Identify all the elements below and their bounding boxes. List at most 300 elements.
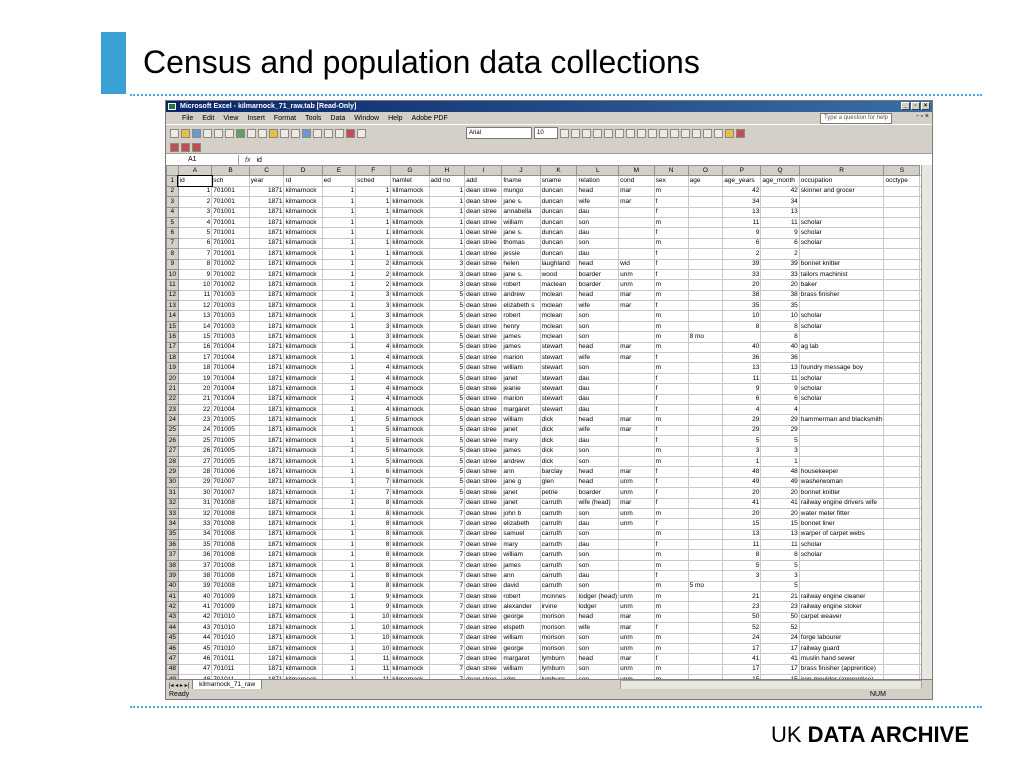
cell[interactable]: m [654,321,688,331]
cell[interactable]: 8 [356,508,391,518]
cell[interactable] [619,217,654,227]
cell[interactable]: 5 [429,404,465,414]
cell[interactable]: 17 [178,353,212,363]
cell[interactable]: 1 [322,519,356,529]
cell[interactable]: 24 [761,633,799,643]
cell[interactable]: 1 [429,186,465,196]
cell[interactable] [799,446,884,456]
cell[interactable]: age_years [723,176,761,186]
cell[interactable]: 1 [322,488,356,498]
cell[interactable]: 701008 [212,529,250,539]
cell[interactable] [619,373,654,383]
cell[interactable]: mclean [540,301,577,311]
cell[interactable] [688,259,723,269]
cell[interactable]: 24 [178,425,212,435]
cell[interactable] [688,290,723,300]
cell[interactable]: laughland [540,259,577,269]
copy-icon[interactable] [258,129,267,138]
cell[interactable]: warper of carpet webs [799,529,884,539]
cell[interactable]: kilmarnock [284,321,322,331]
cell[interactable] [884,342,920,352]
cell[interactable]: mar [619,498,654,508]
cell[interactable] [799,425,884,435]
cell[interactable]: kilmarnock [284,269,322,279]
cell[interactable]: 36 [723,353,761,363]
row-header[interactable]: 24 [167,415,179,425]
menu-file[interactable]: File [182,114,194,122]
cell[interactable] [688,540,723,550]
cell[interactable]: head [577,186,619,196]
cell[interactable]: duncan [540,238,577,248]
column-header[interactable]: K [540,166,577,176]
cell[interactable]: f [654,259,688,269]
cell[interactable]: kilmarnock [284,560,322,570]
cell[interactable]: stewart [540,373,577,383]
font-name-select[interactable]: Arial [466,127,532,139]
cell[interactable]: 10 [356,612,391,622]
cell[interactable]: 1 [178,186,212,196]
cell[interactable]: 7 [429,571,465,581]
cell[interactable]: 701005 [212,436,250,446]
borders-icon[interactable] [714,129,723,138]
cell[interactable]: 7 [429,623,465,633]
cell[interactable]: kilmarnock [284,384,322,394]
cell[interactable]: 701003 [212,321,250,331]
cell[interactable]: henry [502,321,540,331]
cell[interactable]: dean stree [465,436,502,446]
cell[interactable]: 1871 [249,633,284,643]
cell[interactable]: 701008 [212,508,250,518]
pdf-email-icon[interactable] [181,143,190,152]
cell[interactable]: 1 [322,301,356,311]
help-search-input[interactable]: Type a question for help [820,113,892,124]
cell[interactable]: dean stree [465,238,502,248]
cell[interactable]: 1871 [249,654,284,664]
cell[interactable]: carruth [540,498,577,508]
cell[interactable]: marion [502,353,540,363]
cell[interactable]: 1 [356,186,391,196]
cell[interactable] [884,560,920,570]
cell[interactable]: margaret [502,654,540,664]
row-header[interactable]: 16 [167,332,179,342]
cell[interactable]: 1871 [249,259,284,269]
cell[interactable]: 20 [761,508,799,518]
cell[interactable]: 701001 [212,207,250,217]
cell[interactable] [884,498,920,508]
cell[interactable]: wife (head) [577,498,619,508]
cell[interactable]: 701002 [212,269,250,279]
cell[interactable]: mar [619,186,654,196]
cell[interactable]: 3 [429,259,465,269]
cell[interactable]: 42 [723,186,761,196]
cell[interactable]: 1871 [249,643,284,653]
cell[interactable]: 29 [723,425,761,435]
row-header[interactable]: 35 [167,529,179,539]
cell[interactable]: son [577,633,619,643]
cell[interactable]: elizabeth s [502,301,540,311]
cell[interactable]: foundry message boy [799,363,884,373]
cell[interactable]: 32 [178,508,212,518]
cell[interactable]: 27 [178,456,212,466]
cell[interactable]: mar [619,197,654,207]
row-header[interactable]: 18 [167,353,179,363]
cell[interactable]: scholar [799,373,884,383]
cell[interactable]: dean stree [465,384,502,394]
cell[interactable]: kilmarnock [391,540,429,550]
cell[interactable]: washerwoman [799,477,884,487]
cell[interactable]: son [577,664,619,674]
cell[interactable]: 1871 [249,592,284,602]
cell[interactable]: unm [619,508,654,518]
cell[interactable]: 5 [429,415,465,425]
row-header[interactable]: 34 [167,519,179,529]
cell[interactable]: 1 [322,217,356,227]
cell[interactable] [688,508,723,518]
cell[interactable]: m [654,550,688,560]
cell[interactable]: mar [619,415,654,425]
cell[interactable]: dick [540,446,577,456]
cell[interactable]: m [654,363,688,373]
cell[interactable]: kilmarnock [391,571,429,581]
cell[interactable]: 8 mo [688,332,723,342]
cell[interactable]: james [502,446,540,456]
cell[interactable]: 52 [761,623,799,633]
cell[interactable]: 7 [356,488,391,498]
row-header[interactable]: 15 [167,321,179,331]
cell[interactable]: m [654,643,688,653]
cell[interactable] [884,384,920,394]
cell[interactable]: dean stree [465,602,502,612]
cell[interactable]: baker [799,280,884,290]
row-header[interactable]: 46 [167,643,179,653]
cell[interactable]: mungo [502,186,540,196]
cell[interactable]: 1 [322,581,356,591]
cell[interactable]: tailors machinist [799,269,884,279]
cell[interactable]: 1 [322,623,356,633]
cell[interactable] [884,508,920,518]
cell[interactable]: 1871 [249,581,284,591]
cell[interactable]: dau [577,571,619,581]
cell[interactable] [799,332,884,342]
cell[interactable]: 701003 [212,332,250,342]
cell[interactable]: 34 [761,197,799,207]
cell[interactable]: morison [540,623,577,633]
cell[interactable]: 1 [322,311,356,321]
cell[interactable]: 5 [429,456,465,466]
cell[interactable] [688,592,723,602]
cell[interactable]: 1 [322,664,356,674]
cell[interactable]: stewart [540,394,577,404]
cell[interactable]: 13 [723,207,761,217]
cell[interactable]: morison [540,633,577,643]
row-header[interactable]: 11 [167,280,179,290]
cell[interactable]: 12 [178,301,212,311]
cell[interactable] [688,384,723,394]
row-header[interactable]: 48 [167,664,179,674]
cell[interactable]: 23 [723,602,761,612]
cell[interactable]: kilmarnock [391,186,429,196]
cell[interactable]: 15 [723,519,761,529]
cell[interactable]: 5 [429,436,465,446]
cell[interactable]: 11 [356,654,391,664]
cell[interactable]: kilmarnock [284,467,322,477]
cell[interactable]: kilmarnock [284,477,322,487]
cell[interactable]: 1871 [249,404,284,414]
cell[interactable]: 4 [356,353,391,363]
row-header[interactable]: 21 [167,384,179,394]
row-header[interactable]: 9 [167,259,179,269]
cell[interactable]: 8 [761,332,799,342]
cell[interactable]: head [577,467,619,477]
cell[interactable]: 1 [322,633,356,643]
cell[interactable]: dau [577,404,619,414]
spelling-icon[interactable] [236,129,245,138]
cell[interactable]: kilmarnock [284,602,322,612]
cell[interactable]: maclean [540,280,577,290]
cell[interactable]: janet [502,373,540,383]
cell[interactable] [619,560,654,570]
save-icon[interactable] [192,129,201,138]
cell[interactable]: mclean [540,311,577,321]
cell[interactable]: 20 [761,488,799,498]
cell[interactable]: 1871 [249,612,284,622]
cell[interactable]: 1 [429,197,465,207]
cell[interactable]: kilmarnock [391,602,429,612]
cell[interactable]: kilmarnock [391,321,429,331]
cell[interactable]: 1871 [249,269,284,279]
cell[interactable]: 39 [723,259,761,269]
permission-icon[interactable] [203,129,212,138]
cell[interactable]: 1871 [249,217,284,227]
cell[interactable]: 5 [429,425,465,435]
cell[interactable]: kilmarnock [284,259,322,269]
cell[interactable] [884,363,920,373]
cell[interactable]: 48 [723,467,761,477]
cell[interactable] [688,373,723,383]
cell[interactable]: 1 [429,238,465,248]
column-header[interactable]: J [502,166,540,176]
cell[interactable]: unm [619,519,654,529]
cell[interactable] [884,664,920,674]
cell[interactable] [884,602,920,612]
cell[interactable]: unm [619,633,654,643]
column-header[interactable]: O [688,166,723,176]
column-header[interactable]: A [178,166,212,176]
cell[interactable]: add [465,176,502,186]
cell[interactable]: 7 [429,664,465,674]
cell[interactable]: 9 [723,384,761,394]
cell[interactable] [619,238,654,248]
cell[interactable]: cond [619,176,654,186]
cell[interactable]: 3 [723,446,761,456]
cell[interactable]: son [577,456,619,466]
cell[interactable] [688,217,723,227]
cell[interactable]: lodger [577,602,619,612]
cell[interactable] [799,456,884,466]
cell[interactable]: 1 [322,415,356,425]
cell[interactable]: 49 [723,477,761,487]
cell[interactable]: 17 [761,643,799,653]
cell[interactable]: unm [619,280,654,290]
cell[interactable]: jeanie [502,384,540,394]
cell[interactable]: dean stree [465,612,502,622]
cell[interactable]: janet [502,488,540,498]
cell[interactable] [688,301,723,311]
row-header[interactable]: 20 [167,373,179,383]
print-icon[interactable] [214,129,223,138]
cell[interactable]: kilmarnock [284,332,322,342]
cell[interactable]: f [654,384,688,394]
cell[interactable]: 1 [322,238,356,248]
cell[interactable]: 9 [723,228,761,238]
row-header[interactable]: 40 [167,581,179,591]
cell[interactable] [884,404,920,414]
cell[interactable]: 6 [178,238,212,248]
menu-adobe-pdf[interactable]: Adobe PDF [411,114,448,122]
cell[interactable] [688,415,723,425]
cell[interactable]: samuel [502,529,540,539]
cell[interactable]: 10 [761,311,799,321]
cell[interactable] [688,404,723,414]
cell[interactable]: hamlet [391,176,429,186]
cell[interactable]: 1 [356,197,391,207]
align-right-icon[interactable] [615,129,624,138]
cell[interactable]: kilmarnock [391,197,429,207]
menu-help[interactable]: Help [388,114,403,122]
cell[interactable]: george [502,612,540,622]
cell[interactable]: 36 [761,353,799,363]
print-preview-icon[interactable] [225,129,234,138]
row-header[interactable]: 42 [167,602,179,612]
cell[interactable]: kilmarnock [391,394,429,404]
cell[interactable]: 1 [356,249,391,259]
comma-style-icon[interactable] [659,129,668,138]
cell[interactable] [884,488,920,498]
cell[interactable]: 5 [761,436,799,446]
cell[interactable]: 38 [761,290,799,300]
cell[interactable]: dean stree [465,269,502,279]
cell[interactable]: 701001 [212,217,250,227]
row-header[interactable]: 3 [167,197,179,207]
cell[interactable]: 1 [429,207,465,217]
cell[interactable]: dean stree [465,654,502,664]
cell[interactable]: 4 [356,342,391,352]
column-header[interactable]: P [723,166,761,176]
cell[interactable]: dean stree [465,633,502,643]
cell[interactable]: 10 [356,623,391,633]
cell[interactable]: kilmarnock [284,540,322,550]
cell[interactable]: kilmarnock [391,311,429,321]
cell[interactable]: f [654,249,688,259]
cell[interactable]: thomas [502,238,540,248]
cell[interactable]: wife [577,197,619,207]
row-header[interactable]: 47 [167,654,179,664]
cell[interactable]: 701011 [212,654,250,664]
cell[interactable]: 1 [322,373,356,383]
cell[interactable]: dean stree [465,301,502,311]
cell[interactable]: railway engine drivers wife [799,498,884,508]
cell[interactable]: carruth [540,540,577,550]
cell[interactable] [619,394,654,404]
cell[interactable]: 1871 [249,321,284,331]
cell[interactable]: 8 [723,321,761,331]
row-header[interactable]: 29 [167,467,179,477]
cell[interactable]: kilmarnock [284,425,322,435]
cell[interactable]: f [654,269,688,279]
cell[interactable]: 1 [322,186,356,196]
cell[interactable]: 1871 [249,332,284,342]
cell[interactable]: 1 [356,238,391,248]
cell[interactable]: stewart [540,363,577,373]
cell[interactable]: 7 [429,519,465,529]
cell[interactable]: 46 [178,654,212,664]
row-header[interactable]: 19 [167,363,179,373]
sort-ascending-icon[interactable] [324,129,333,138]
cell[interactable]: 701010 [212,623,250,633]
cell[interactable]: dean stree [465,477,502,487]
cell[interactable]: scholar [799,384,884,394]
cell[interactable]: 701003 [212,311,250,321]
cell[interactable]: 1 [322,446,356,456]
cell[interactable]: 701008 [212,498,250,508]
cell[interactable] [884,321,920,331]
menu-data[interactable]: Data [330,114,346,122]
cell[interactable]: dean stree [465,540,502,550]
cell[interactable]: m [654,217,688,227]
cell[interactable]: head [577,477,619,487]
cell[interactable]: 4 [356,363,391,373]
cell[interactable]: james [502,560,540,570]
cell[interactable]: kilmarnock [391,373,429,383]
cell[interactable]: scholar [799,311,884,321]
row-header[interactable]: 37 [167,550,179,560]
merge-center-icon[interactable] [626,129,635,138]
cell[interactable] [619,207,654,217]
column-header[interactable]: I [465,166,502,176]
cell[interactable]: kilmarnock [391,654,429,664]
cell[interactable]: 1 [322,259,356,269]
cell[interactable]: kilmarnock [391,280,429,290]
cell[interactable]: 701008 [212,581,250,591]
cell[interactable] [884,633,920,643]
cell[interactable]: kilmarnock [284,571,322,581]
italic-icon[interactable] [571,129,580,138]
currency-icon[interactable] [637,129,646,138]
cell[interactable]: m [654,415,688,425]
cell[interactable]: 1 [322,498,356,508]
cell[interactable]: kilmarnock [284,238,322,248]
cell[interactable]: 11 [761,540,799,550]
cell[interactable]: 20 [178,384,212,394]
column-header[interactable]: N [654,166,688,176]
cell[interactable] [884,477,920,487]
cell[interactable]: 1 [322,363,356,373]
cell[interactable] [688,519,723,529]
cell[interactable]: 1871 [249,456,284,466]
cell[interactable]: f [654,477,688,487]
cell[interactable]: 9 [356,602,391,612]
cell[interactable]: 701004 [212,342,250,352]
cell[interactable]: 1 [322,404,356,414]
cell[interactable]: 35 [723,301,761,311]
select-all-corner[interactable] [167,166,179,176]
cell[interactable]: dean stree [465,623,502,633]
row-header[interactable]: 26 [167,436,179,446]
cell[interactable]: f [654,301,688,311]
cell[interactable]: 13 [723,529,761,539]
cell[interactable]: 1871 [249,508,284,518]
row-header[interactable]: 14 [167,311,179,321]
